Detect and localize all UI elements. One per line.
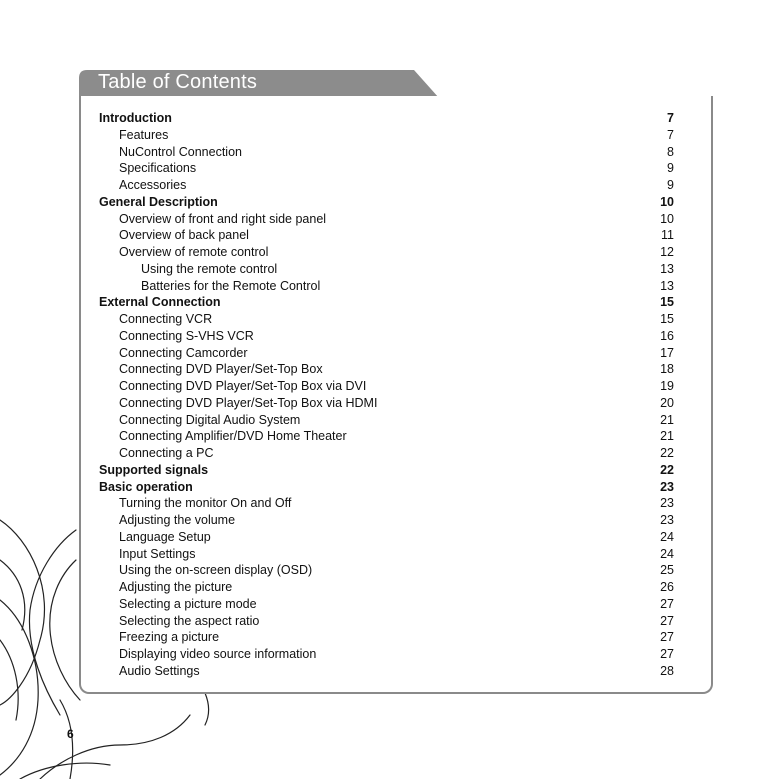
toc-entry-page: 12 — [660, 245, 674, 259]
toc-entry-label: External Connection — [99, 295, 221, 310]
toc-entry-page: 27 — [660, 596, 674, 611]
toc-entry-label: Connecting DVD Player/Set-Top Box — [119, 362, 323, 377]
toc-entry-page: 23 — [660, 496, 674, 511]
toc-entry[interactable] — [99, 663, 674, 680]
toc-entry-label: Accessories — [119, 178, 187, 192]
toc-entry-page: 13 — [660, 261, 674, 276]
toc-entry[interactable] — [99, 579, 674, 596]
toc-list — [99, 110, 674, 680]
toc-entry[interactable] — [99, 261, 674, 278]
toc-entry[interactable] — [99, 629, 674, 646]
toc-entry-page: 15 — [660, 312, 674, 326]
toc-entry-label: Supported signals — [99, 462, 209, 477]
toc-entry-label: Using the remote control — [141, 261, 278, 276]
toc-entry[interactable] — [99, 428, 674, 445]
toc-entry-label: Overview of front and right side panel — [119, 211, 327, 226]
toc-section[interactable] — [99, 462, 674, 479]
toc-section[interactable] — [99, 479, 674, 496]
toc-entry[interactable] — [99, 144, 674, 161]
toc-entry[interactable] — [99, 361, 674, 378]
toc-entry[interactable] — [99, 177, 674, 194]
toc-entry[interactable] — [99, 445, 674, 462]
toc-entry-label: Connecting S-VHS VCR — [119, 328, 254, 343]
toc-entry[interactable] — [99, 211, 674, 228]
toc-entry-page: 16 — [660, 328, 674, 343]
toc-entry-page: 22 — [660, 446, 674, 460]
toc-section[interactable] — [99, 110, 674, 127]
toc-entry[interactable] — [99, 278, 674, 295]
toc-entry-page: 21 — [660, 429, 674, 444]
toc-entry-page: 27 — [660, 613, 674, 628]
toc-entry-page: 23 — [660, 513, 674, 527]
toc-entry-page: 11 — [661, 228, 674, 243]
toc-entry-label: Displaying video source information — [119, 647, 317, 661]
toc-entry-page: 22 — [660, 462, 674, 477]
toc-entry-page: 9 — [667, 161, 674, 176]
toc-entry-page: 24 — [660, 546, 674, 561]
toc-entry-page: 26 — [660, 580, 674, 594]
page-number: 6 — [67, 727, 74, 741]
toc-entry-page: 8 — [667, 144, 674, 159]
toc-entry-label: Adjusting the picture — [119, 580, 233, 594]
toc-entry-page: 15 — [660, 295, 674, 310]
toc-entry-page: 9 — [667, 178, 674, 192]
page-title: Table of Contents — [98, 71, 258, 93]
toc-entry[interactable] — [99, 244, 674, 261]
toc-entry-label: Features — [119, 127, 169, 142]
toc-entry-page: 23 — [660, 479, 674, 494]
toc-entry[interactable] — [99, 529, 674, 546]
toc-entry-page: 10 — [660, 211, 674, 226]
toc-entry-label: Selecting a picture mode — [119, 596, 257, 611]
toc-entry-label: Connecting DVD Player/Set-Top Box via DVI — [119, 379, 367, 393]
toc-entry-label: Connecting Camcorder — [119, 345, 248, 360]
toc-entry-label: Specifications — [119, 161, 197, 176]
toc-entry-page: 13 — [660, 278, 674, 293]
toc-entry-page: 7 — [667, 127, 674, 142]
toc-entry[interactable] — [99, 646, 674, 663]
toc-entry[interactable] — [99, 613, 674, 630]
toc-entry-label: Batteries for the Remote Control — [141, 278, 321, 293]
toc-entry[interactable] — [99, 412, 674, 429]
toc-entry[interactable] — [99, 546, 674, 563]
toc-entry-page: 25 — [660, 563, 674, 578]
toc-entry-label: General Description — [99, 194, 218, 209]
toc-entry-label: Connecting a PC — [119, 446, 214, 460]
toc-entry-label: Overview of remote control — [119, 245, 269, 259]
toc-entry-label: Adjusting the volume — [119, 513, 236, 527]
toc-entry-label: Audio Settings — [119, 663, 200, 678]
toc-entry-page: 28 — [660, 663, 674, 678]
toc-entry-page: 7 — [667, 111, 674, 125]
toc-entry[interactable] — [99, 395, 674, 412]
toc-entry-label: Freezing a picture — [119, 630, 220, 645]
toc-entry-page: 17 — [660, 345, 674, 360]
toc-entry-label: Language Setup — [119, 529, 211, 544]
toc-entry[interactable] — [99, 345, 674, 362]
toc-entry-page: 27 — [660, 630, 674, 645]
toc-entry[interactable] — [99, 378, 674, 395]
toc-entry[interactable] — [99, 160, 674, 177]
toc-entry-label: Connecting DVD Player/Set-Top Box via HDMI — [119, 395, 378, 410]
toc-entry-page: 10 — [660, 194, 674, 209]
toc-entry-page: 21 — [660, 412, 674, 427]
toc-entry[interactable] — [99, 495, 674, 512]
toc-entry-label: Connecting VCR — [119, 312, 213, 326]
toc-entry-page: 20 — [660, 395, 674, 410]
toc-entry-label: Basic operation — [99, 479, 193, 494]
toc-entry-page: 24 — [660, 529, 674, 544]
toc-entry-label: Using the on-screen display (OSD) — [119, 563, 313, 578]
toc-entry-page: 18 — [660, 362, 674, 377]
toc-entry-page: 27 — [660, 647, 674, 661]
toc-entry-label: NuControl Connection — [119, 144, 242, 159]
toc-entry[interactable] — [99, 227, 674, 244]
toc-entry[interactable] — [99, 512, 674, 529]
toc-entry-label: Turning the monitor On and Off — [119, 496, 292, 511]
toc-entry[interactable] — [99, 311, 674, 328]
toc-entry-label: Connecting Amplifier/DVD Home Theater — [119, 429, 347, 444]
toc-section[interactable] — [99, 194, 674, 211]
toc-entry-label: Introduction — [99, 111, 172, 125]
toc-entry[interactable] — [99, 596, 674, 613]
toc-entry[interactable] — [99, 562, 674, 579]
toc-entry[interactable] — [99, 127, 674, 144]
toc-entry[interactable] — [99, 328, 674, 345]
toc-entry-label: Selecting the aspect ratio — [119, 613, 260, 628]
toc-entry-label: Connecting Digital Audio System — [119, 412, 301, 427]
toc-entry-label: Overview of back panel — [119, 228, 249, 243]
toc-section[interactable] — [99, 294, 674, 311]
toc-entry-page: 19 — [660, 379, 674, 393]
toc-entry-label: Input Settings — [119, 546, 196, 561]
